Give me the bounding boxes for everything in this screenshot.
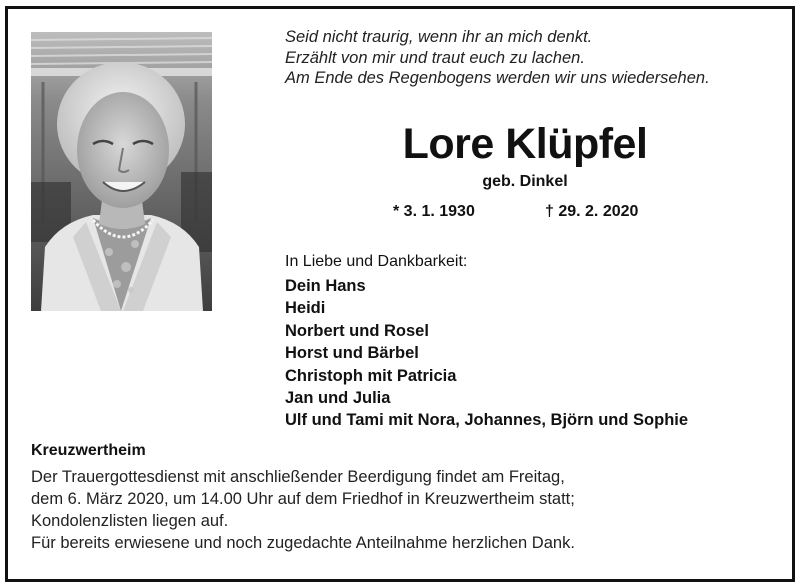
mourner-name: Jan und Julia <box>285 389 391 408</box>
funeral-notice <box>31 466 575 554</box>
deceased-name: Lore Klüpfel <box>402 120 648 168</box>
notice-line: Der Trauergottesdienst mit anschließender Beerdigung findet am Freitag, <box>31 468 565 486</box>
birth-name: geb. Dinkel <box>482 173 568 190</box>
mourner-name: Ulf und Tami mit Nora, Johannes, Björn und Sophie <box>285 411 689 430</box>
mourners-intro: In Liebe und Dankbarkeit: <box>285 253 468 270</box>
mourner-name: Dein Hans <box>285 277 366 295</box>
death-date: † 29. 2. 2020 <box>545 203 639 220</box>
portrait-image <box>31 32 212 311</box>
mourner-name: Christoph mit Patricia <box>285 366 457 385</box>
notice-line: Kondolenzlisten liegen auf. <box>31 512 229 530</box>
memorial-poem <box>285 27 785 89</box>
mourner-name: Horst und Bärbel <box>285 344 419 363</box>
poem-line: Am Ende des Regenbogens werden wir uns wiedersehen. <box>285 69 710 87</box>
portrait-photo <box>31 32 212 311</box>
poem-line: Erzählt von mir und traut euch zu lachen. <box>285 48 585 67</box>
birth-date: * 3. 1. 1930 <box>393 203 475 220</box>
notice-line: Für bereits erwiesene und noch zugedachte Anteilnahme herzlichen Dank. <box>31 534 575 552</box>
location-heading: Kreuzwertheim <box>31 442 146 459</box>
notice-line: dem 6. März 2020, um 14.00 Uhr auf dem Friedhof in Kreuzwertheim statt; <box>31 490 575 508</box>
poem-line: Seid nicht traurig, wenn ihr an mich denkt. <box>285 28 593 46</box>
mourners-list <box>285 275 688 432</box>
mourner-name: Heidi <box>285 299 326 318</box>
mourner-name: Norbert und Rosel <box>285 321 429 340</box>
